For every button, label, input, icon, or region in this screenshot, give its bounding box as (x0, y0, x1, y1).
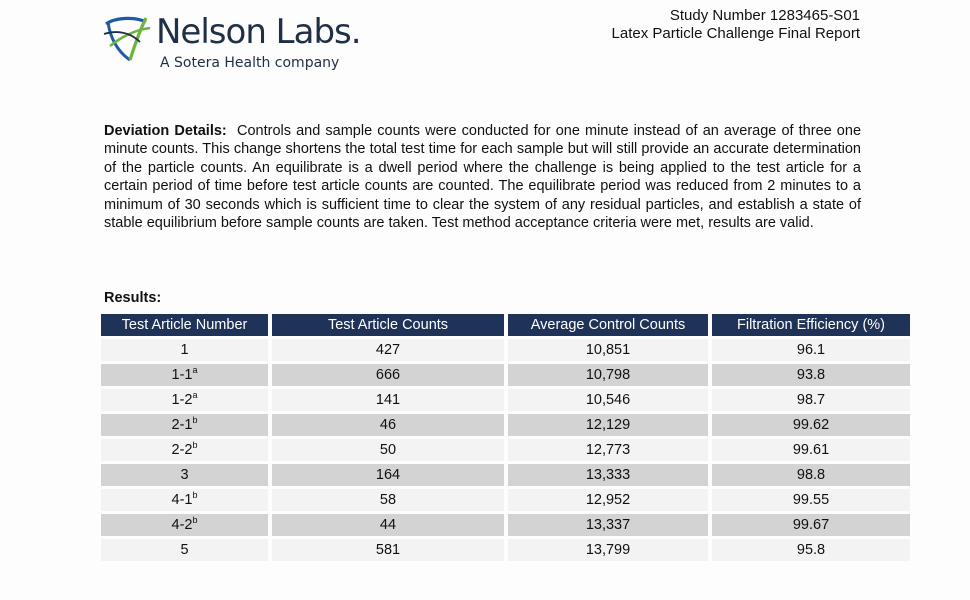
cell-test-article-counts: 666 (272, 364, 504, 386)
table-row (101, 539, 910, 561)
article-number: 1-2 (171, 392, 193, 408)
article-footnote-marker: a (192, 365, 198, 376)
cell-article-number (101, 389, 268, 411)
table-row (101, 414, 910, 436)
article-number: 4-2 (171, 517, 193, 533)
article-footnote-marker: b (192, 515, 198, 526)
cell-test-article-counts: 44 (272, 514, 504, 536)
cell-article-number (101, 464, 268, 486)
cell-test-article-counts: 581 (272, 539, 504, 561)
cell-average-control-counts: 13,799 (508, 539, 708, 561)
cell-average-control-counts: 10,851 (508, 339, 708, 361)
article-footnote-marker: b (192, 490, 198, 501)
cell-average-control-counts: 10,546 (508, 389, 708, 411)
cell-article-number (101, 439, 268, 461)
deviation-label: Deviation Details: (104, 123, 227, 139)
logo-name: Nelson Labs. (156, 12, 361, 52)
nelson-labs-logo-icon (100, 12, 152, 64)
table-row (101, 439, 910, 461)
article-footnote-marker: b (192, 440, 198, 451)
cell-average-control-counts: 10,798 (508, 364, 708, 386)
cell-test-article-counts: 427 (272, 339, 504, 361)
cell-average-control-counts: 13,333 (508, 464, 708, 486)
cell-filtration-efficiency: 95.8 (712, 539, 910, 561)
cell-article-number (101, 514, 268, 536)
cell-filtration-efficiency: 93.8 (712, 364, 910, 386)
cell-test-article-counts: 46 (272, 414, 504, 436)
report-title: Latex Particle Challenge Final Report (611, 25, 860, 42)
cell-filtration-efficiency: 96.1 (712, 339, 910, 361)
report-header (612, 7, 860, 43)
cell-filtration-efficiency: 98.8 (712, 464, 910, 486)
cell-test-article-counts: 164 (272, 464, 504, 486)
results-table (97, 311, 914, 564)
company-logo (100, 10, 370, 75)
table-row (101, 489, 910, 511)
cell-average-control-counts: 12,129 (508, 414, 708, 436)
article-number: 2-2 (171, 442, 193, 458)
article-footnote-marker: a (192, 390, 198, 401)
column-header: Test Article Counts (272, 314, 504, 336)
logo-tagline: A Sotera Health company (160, 55, 340, 71)
cell-filtration-efficiency: 99.67 (712, 514, 910, 536)
article-number: 1 (180, 342, 189, 358)
cell-average-control-counts: 12,952 (508, 489, 708, 511)
cell-filtration-efficiency: 99.55 (712, 489, 910, 511)
cell-filtration-efficiency: 99.61 (712, 439, 910, 461)
deviation-text: Controls and sample counts were conducted for one minute instead of an average of three one minute counts. This change shortens the total test time for each sample but will still provide an accurate determination of the particle counts. An equilibrate is a dwell period where the challenge is being applied to the test article for a certain period of time before test article counts are counted. The equilibrate period was reduced from 2 minutes to a minimum of 30 seconds which is sufficient time to clear the system of any residual particles, and establish a state of stable equilibrium before sample counts are taken. Test method acceptance criteria were met, results are valid. (104, 123, 862, 232)
table-row (101, 464, 910, 486)
cell-test-article-counts: 141 (272, 389, 504, 411)
article-footnote-marker: b (192, 415, 198, 426)
article-number: 3 (180, 467, 189, 483)
cell-test-article-counts: 50 (272, 439, 504, 461)
cell-article-number (101, 339, 268, 361)
column-header: Test Article Number (101, 314, 268, 336)
table-row (101, 339, 910, 361)
cell-filtration-efficiency: 99.62 (712, 414, 910, 436)
column-header: Average Control Counts (508, 314, 708, 336)
article-number: 2-1 (171, 417, 193, 433)
cell-test-article-counts: 58 (272, 489, 504, 511)
study-number: Study Number 1283465-S01 (669, 7, 860, 24)
table-row (101, 364, 910, 386)
results-body (101, 339, 910, 561)
cell-article-number (101, 489, 268, 511)
article-number: 5 (180, 542, 189, 558)
table-row (101, 514, 910, 536)
article-number: 1-1 (171, 367, 193, 383)
cell-average-control-counts: 12,773 (508, 439, 708, 461)
table-header-row (101, 314, 910, 336)
cell-article-number (101, 539, 268, 561)
cell-article-number (101, 414, 268, 436)
results-label: Results: (104, 290, 162, 306)
table-row (101, 389, 910, 411)
cell-filtration-efficiency: 98.7 (712, 389, 910, 411)
cell-article-number (101, 364, 268, 386)
article-number: 4-1 (171, 492, 193, 508)
cell-average-control-counts: 13,337 (508, 514, 708, 536)
deviation-details (104, 122, 861, 232)
column-header: Filtration Efficiency (%) (712, 314, 910, 336)
